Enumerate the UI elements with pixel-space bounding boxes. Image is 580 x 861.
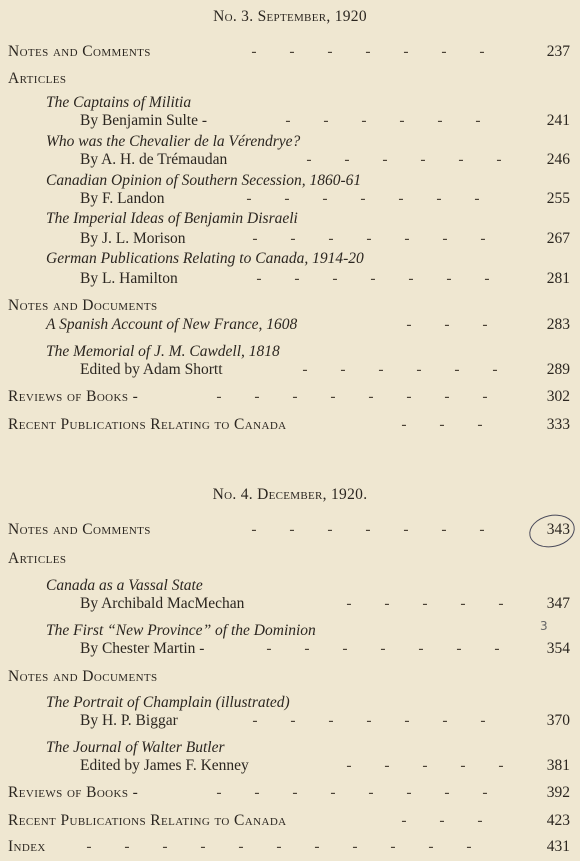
entry-text: Who was the Chevalier de la Vérendrye? xyxy=(46,133,301,150)
entry-page: 267 xyxy=(546,230,570,247)
entry-text: The Portrait of Champlain (illustrated) xyxy=(46,694,290,711)
toc-entry xyxy=(0,386,580,408)
entry-page: 392 xyxy=(546,784,570,801)
entry-page: 281 xyxy=(546,270,570,287)
entry-text: Notes and Documents xyxy=(8,668,158,685)
entry-page: 431 xyxy=(546,838,570,855)
leader-dashes: - - - - - - - xyxy=(246,190,480,207)
entry-page: 347 xyxy=(546,595,570,612)
entry-text: The Captains of Militia xyxy=(46,94,192,111)
entry-page: 255 xyxy=(546,190,570,207)
toc-entry xyxy=(0,414,580,436)
toc-entry xyxy=(0,359,580,381)
issue-4-heading: No. 4. December, 1920. xyxy=(212,486,368,503)
entry-text: Edited by James F. Kenney xyxy=(80,757,249,774)
toc-entry xyxy=(0,248,580,270)
entry-page: 283 xyxy=(546,316,570,333)
entry-text: The Journal of Walter Butler xyxy=(46,739,225,756)
entry-text: Recent Publications Relating to Canada xyxy=(8,812,287,829)
toc-entry xyxy=(0,208,580,230)
toc-entry xyxy=(0,810,580,832)
entry-text: By F. Landon xyxy=(80,190,165,207)
toc-entry xyxy=(0,188,580,210)
toc-entry xyxy=(0,314,580,336)
entry-page: 370 xyxy=(546,712,570,729)
toc-entry xyxy=(0,228,580,250)
entry-text: Notes and Comments xyxy=(8,521,151,538)
entry-page: 423 xyxy=(546,812,570,829)
entry-page: 333 xyxy=(546,416,570,433)
entry-text: By Benjamin Sulte - xyxy=(80,112,208,129)
entry-text: By A. H. de Trémaudan xyxy=(80,151,228,168)
entry-text: German Publications Relating to Canada, 1914-20 xyxy=(46,250,364,267)
toc-entry xyxy=(0,782,580,804)
entry-text: Canada as a Vassal State xyxy=(46,577,203,594)
leader-dashes: - - - xyxy=(401,812,483,829)
toc-entry xyxy=(0,638,580,660)
toc-entry xyxy=(0,149,580,171)
entry-text: Notes and Comments xyxy=(8,43,151,60)
entry-text: By Chester Martin - xyxy=(80,640,205,657)
leader-dashes: - - - xyxy=(401,416,483,433)
entry-text: Edited by Adam Shortt xyxy=(80,361,223,378)
issue-3-heading: No. 3. September, 1920 xyxy=(213,8,367,25)
pencil-annotation: 3 xyxy=(540,619,548,633)
entry-text: By L. Hamilton xyxy=(80,270,178,287)
entry-text: Articles xyxy=(8,550,67,567)
leader-dashes: - - - - - - xyxy=(285,112,481,129)
leader-dashes: - - - - - - - xyxy=(252,712,486,729)
circled-page-annotation xyxy=(526,511,578,552)
leader-dashes: - - - - - xyxy=(346,757,504,774)
entry-text: A Spanish Account of New France, 1608 xyxy=(46,316,298,333)
entry-text: By Archibald MacMechan xyxy=(80,595,245,612)
toc-entry xyxy=(0,268,580,290)
entry-page: 237 xyxy=(546,43,570,60)
entry-text: Notes and Documents xyxy=(8,297,158,314)
leader-dashes: - - - - - - - - - - - xyxy=(86,838,472,855)
entry-page: 246 xyxy=(546,151,570,168)
entry-text: Reviews of Books - xyxy=(8,388,139,405)
leader-dashes: - - - xyxy=(406,316,488,333)
toc-entry xyxy=(0,755,580,777)
leader-dashes: - - - - - - - xyxy=(266,640,500,657)
toc-entry xyxy=(0,68,580,90)
entry-text: Index xyxy=(8,838,46,855)
entry-text: Recent Publications Relating to Canada xyxy=(8,416,287,433)
leader-dashes: - - - - - - - xyxy=(256,270,490,287)
toc-entry xyxy=(0,836,580,858)
leader-dashes: - - - - - - xyxy=(302,361,498,378)
entry-text: Articles xyxy=(8,70,67,87)
entry-text: By H. P. Biggar xyxy=(80,712,178,729)
leader-dashes: - - - - - - - - xyxy=(216,388,488,405)
entry-page: 343 xyxy=(546,521,570,538)
toc-entry xyxy=(0,593,580,615)
toc-entry xyxy=(0,41,580,63)
leader-dashes: - - - - - xyxy=(346,595,504,612)
toc-entry xyxy=(0,519,580,541)
toc-entry xyxy=(0,710,580,732)
entry-page: 302 xyxy=(546,388,570,405)
entry-text: The Imperial Ideas of Benjamin Disraeli xyxy=(46,210,298,227)
entry-page: 289 xyxy=(546,361,570,378)
leader-dashes: - - - - - - - xyxy=(251,43,485,60)
leader-dashes: - - - - - - - xyxy=(251,521,485,538)
leader-dashes: - - - - - - xyxy=(306,151,502,168)
leader-dashes: - - - - - - - - xyxy=(216,784,488,801)
leader-dashes: - - - - - - - xyxy=(252,230,486,247)
entry-page: 354 xyxy=(546,640,570,657)
entry-text: The First “New Province” of the Dominion xyxy=(46,622,316,639)
entry-text: By J. L. Morison xyxy=(80,230,186,247)
entry-text: The Memorial of J. M. Cawdell, 1818 xyxy=(46,343,280,360)
toc-entry xyxy=(0,548,580,570)
entry-page: 241 xyxy=(546,112,570,129)
entry-text: Reviews of Books - xyxy=(8,784,139,801)
entry-text: Canadian Opinion of Southern Secession, 1860-61 xyxy=(46,172,362,189)
entry-page: 381 xyxy=(546,757,570,774)
toc-entry xyxy=(0,666,580,688)
toc-entry xyxy=(0,110,580,132)
